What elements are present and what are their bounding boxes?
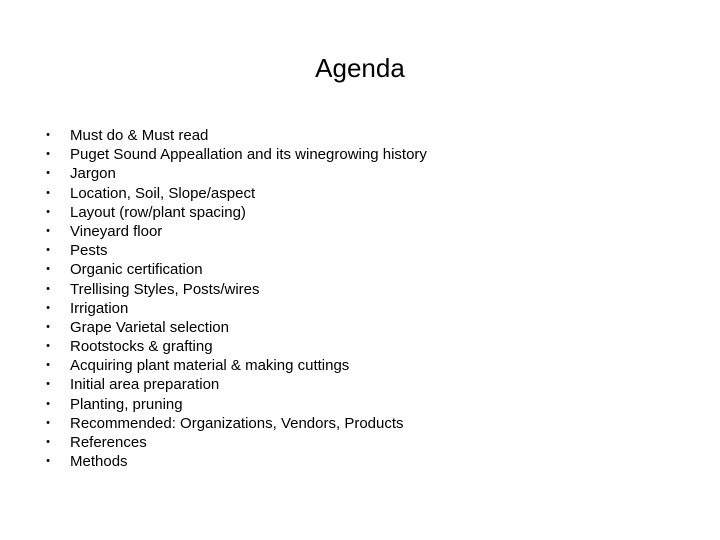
list-item-text: Location, Soil, Slope/aspect — [70, 184, 256, 202]
list-item — [38, 260, 678, 279]
list-item-text: Methods — [70, 453, 128, 471]
list-item-text: Acquiring plant material & making cuttings — [70, 357, 350, 375]
bullet-icon: • — [46, 224, 50, 237]
bullet-icon: • — [46, 205, 50, 218]
bullet-icon: • — [46, 186, 50, 199]
list-item-text: Puget Sound Appeallation and its winegrowing history — [70, 146, 427, 164]
list-item — [38, 280, 678, 299]
slide-title: Agenda — [315, 53, 405, 83]
list-item — [38, 452, 678, 471]
list-item-text: Jargon — [70, 165, 116, 183]
bullet-icon: • — [46, 378, 50, 391]
bullet-icon: • — [46, 148, 50, 161]
bullet-icon: • — [46, 282, 50, 295]
list-item — [38, 222, 678, 241]
bullet-icon: • — [46, 129, 50, 141]
list-item — [38, 299, 678, 318]
list-item — [38, 356, 678, 375]
bullet-icon: • — [46, 359, 50, 372]
list-item-text: Irrigation — [70, 299, 129, 317]
bullet-icon: • — [46, 263, 50, 276]
list-item — [38, 337, 678, 356]
list-item — [38, 318, 678, 337]
bullet-icon: • — [46, 320, 50, 333]
list-item-text: Planting, pruning — [70, 395, 183, 413]
list-item — [38, 164, 678, 183]
list-item-text: Grape Varietal selection — [70, 318, 229, 336]
list-item-text: Recommended: Organizations, Vendors, Products — [70, 414, 404, 432]
list-item-text: Pests — [70, 242, 108, 260]
list-item — [38, 203, 678, 222]
list-item — [38, 414, 678, 433]
list-item-text: Initial area preparation — [70, 376, 220, 394]
bullet-icon: • — [46, 416, 50, 429]
list-item-text: References — [70, 434, 147, 451]
list-item — [38, 145, 678, 164]
bullet-icon: • — [46, 340, 50, 353]
list-item — [38, 126, 678, 145]
bullet-icon: • — [46, 301, 50, 314]
list-item-text: Trellising Styles, Posts/wires — [70, 280, 260, 298]
list-item-text: Organic certification — [70, 261, 203, 279]
bullet-icon: • — [46, 455, 50, 468]
list-item — [38, 395, 678, 414]
list-item-text: Rootstocks & grafting — [70, 338, 213, 356]
list-item-text: Vineyard floor — [70, 222, 163, 240]
agenda-list — [38, 126, 678, 471]
bullet-icon: • — [46, 436, 50, 448]
list-item-text: Layout (row/plant spacing) — [70, 203, 246, 221]
list-item — [38, 241, 678, 260]
list-item — [38, 375, 678, 394]
list-item-text: Must do & Must read — [70, 127, 209, 144]
list-item — [38, 433, 678, 452]
bullet-icon: • — [46, 397, 50, 410]
bullet-icon: • — [46, 244, 50, 257]
list-item — [38, 184, 678, 203]
bullet-icon: • — [46, 167, 50, 180]
